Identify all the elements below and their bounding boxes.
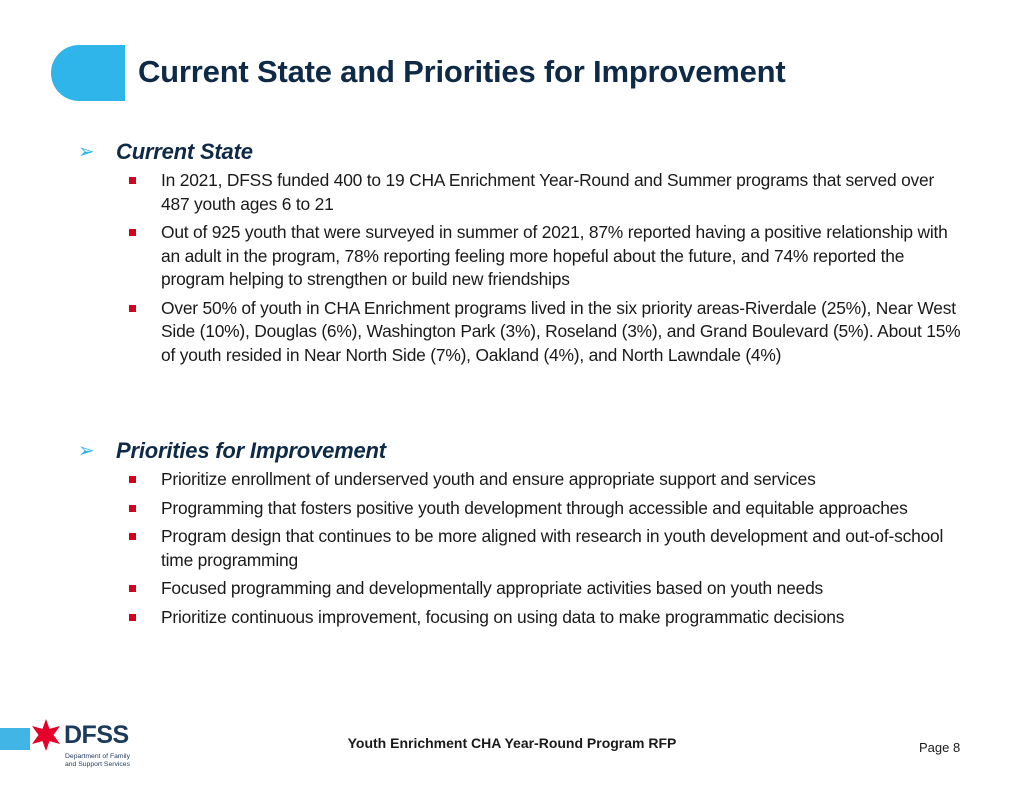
title-accent-tab [51, 45, 125, 101]
list-item-text: Prioritize enrollment of underserved youth and ensure appropriate support and services [161, 469, 816, 489]
footer-title: Youth Enrichment CHA Year-Round Program RFP [347, 735, 677, 751]
square-bullet-icon [129, 305, 136, 312]
list-item [128, 169, 961, 216]
list-item [128, 221, 961, 292]
page-number: Page 8 [919, 740, 961, 755]
arrow-bullet-icon: ➢ [78, 440, 95, 462]
logo-subtitle [65, 753, 135, 769]
arrow-bullet-icon: ➢ [78, 141, 95, 163]
square-bullet-icon [129, 614, 136, 621]
section-heading: Priorities for Improvement [116, 438, 386, 463]
logo-wordmark: DFSS [64, 721, 129, 749]
list-item [128, 468, 961, 492]
section-current-state [78, 137, 978, 372]
square-bullet-icon [129, 177, 136, 184]
list-item-text: Program design that continues to be more aligned with research in youth development and out-of-school time programming [161, 526, 944, 570]
list-item-text: Prioritize continuous improvement, focusing on using data to make programmatic decisions [161, 606, 845, 627]
section-heading-row [78, 436, 978, 466]
bullet-list [78, 169, 978, 367]
square-bullet-icon [129, 533, 136, 540]
list-item [128, 297, 961, 368]
logo-subtitle-line: and Support Services [65, 761, 130, 768]
section-priorities [78, 436, 978, 634]
bullet-list [78, 468, 978, 629]
square-bullet-icon [129, 585, 136, 592]
section-heading: Current State [116, 139, 253, 164]
logo-subtitle-line: Department of Family [65, 753, 130, 760]
list-item-text: Out of 925 youth that were surveyed in summer of 2021, 87% reported having a positive relationship with an adult in the program, 78% reporting feeling more hopeful about the future, and 74% reported the program helping to strengthen or build new friendships [161, 222, 948, 289]
list-item-text: In 2021, DFSS funded 400 to 19 CHA Enrichment Year-Round and Summer programs that served over 487 youth ages 6 to 21 [161, 170, 935, 214]
section-heading-row [78, 137, 978, 167]
list-item [128, 577, 961, 601]
list-item-text: Programming that fosters positive youth development through accessible and equitable approaches [161, 497, 908, 518]
square-bullet-icon [129, 476, 136, 483]
square-bullet-icon [129, 229, 136, 236]
list-item-text: Over 50% of youth in CHA Enrichment programs lived in the six priority areas-Riverdale (25%), Near West Side (10%), Douglas (6%), Washington Park (3%), Roseland (3%), and Grand Boulevard (5%). About 15% of youth resided in Near North Side (7%), Oakland (4%), and North Lawndale (4%) [161, 297, 961, 365]
list-item [128, 525, 961, 572]
list-item [128, 606, 961, 630]
square-bullet-icon [129, 505, 136, 512]
list-item-text: Focused programming and developmentally appropriate activities based on youth needs [161, 578, 824, 598]
list-item [128, 497, 961, 521]
page-title: Current State and Priorities for Improvement [138, 54, 786, 89]
